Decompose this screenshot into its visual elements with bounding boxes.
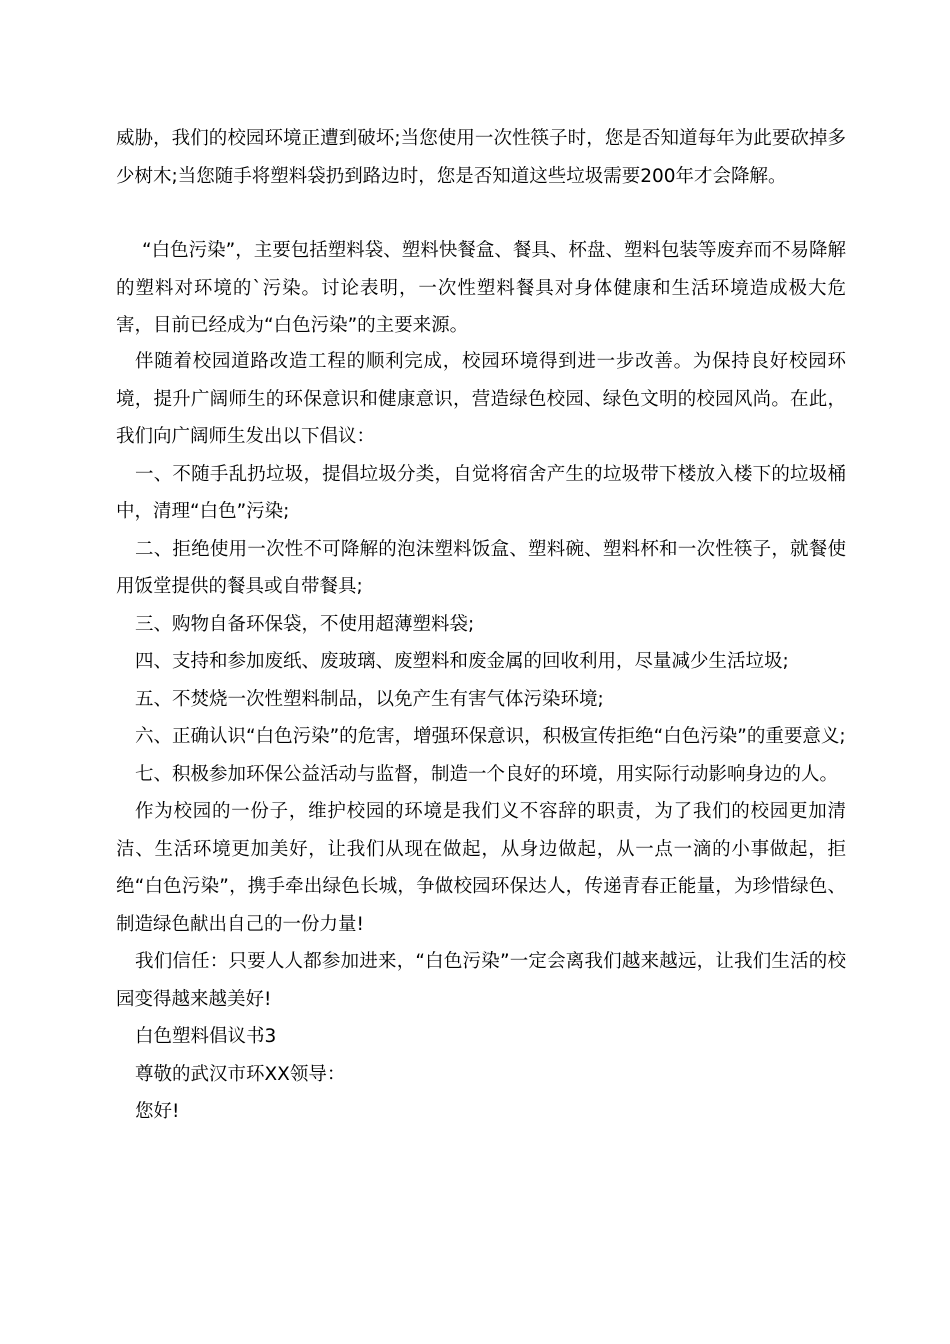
- paragraph: 伴随着校园道路改造工程的顺利完成，校园环境得到进一步改善。为保持良好校园环境，提升广阔师生的环保意识和健康意识，营造绿色校园、绿色文明的校园风尚。在此，我们向广阔师生发出以下倡议：: [116, 351, 846, 447]
- list-item: 六、正确认识“白色污染”的危害，增强环保意识，积极宣传拒绝“白色污染”的重要意义;: [135, 726, 846, 747]
- paragraph: 我们信任：只要人人都参加进来，“白色污染”一定会离我们越来越远，让我们生活的校园变得越来越美好!: [116, 951, 846, 1010]
- greeting: 您好!: [135, 1101, 180, 1122]
- list-item: 四、支持和参加废纸、废玻璃、废塑料和废金属的回收利用，尽量减少生活垃圾;: [135, 651, 789, 672]
- salutation: 尊敬的武汉市环XX领导：: [135, 1063, 346, 1085]
- paragraph-initiative-body: [116, 343, 846, 1131]
- paragraph-intro: [116, 120, 846, 195]
- list-item: 三、购物自备环保袋，不使用超薄塑料袋;: [135, 613, 475, 635]
- list-item: 五、不焚烧一次性塑料制品，以免产生有害气体污染环境;: [135, 688, 604, 710]
- list-item: 二、拒绝使用一次性不可降解的泡沫塑料饭盒、塑料碗、塑料杯和一次性筷子，就餐使用饭堂提供的餐具或自带餐具;: [116, 538, 846, 597]
- paragraph-white-pollution: [116, 232, 846, 345]
- list-item: 七、积极参加环保公益活动与监督，制造一个良好的环境，用实际行动影响身边的人。: [135, 763, 839, 785]
- paragraph: “白色污染”，主要包括塑料袋、塑料快餐盒、餐具、杯盘、塑料包装等废弃而不易降解的塑料对环境的`污染。讨论表明，一次性塑料餐具对身体健康和生活环境造成极大危害，目前已经成为“白色污染”的主要来源。: [116, 240, 846, 336]
- section-heading: 白色塑料倡议书3: [135, 1026, 277, 1047]
- paragraph: 威胁，我们的校园环境正遭到破坏;当您使用一次性筷子时，您是否知道每年为此要砍掉多少树木;当您随手将塑料袋扔到路边时，您是否知道这些垃圾需要200年才会降解。: [116, 128, 846, 187]
- list-item: 一、不随手乱扔垃圾，提倡垃圾分类，自觉将宿舍产生的垃圾带下楼放入楼下的垃圾桶中，清理“白色”污染;: [116, 463, 846, 522]
- paragraph: 作为校园的一份子，维护校园的环境是我们义不容辞的职责，为了我们的校园更加清洁、生活环境更加美好，让我们从现在做起，从身边做起，从一点一滴的小事做起，拒绝“白色污染”，携手牵出绿色长城，争做校园环保达人，传递青春正能量，为珍惜绿色、制造绿色献出自己的一份力量!: [116, 801, 846, 935]
